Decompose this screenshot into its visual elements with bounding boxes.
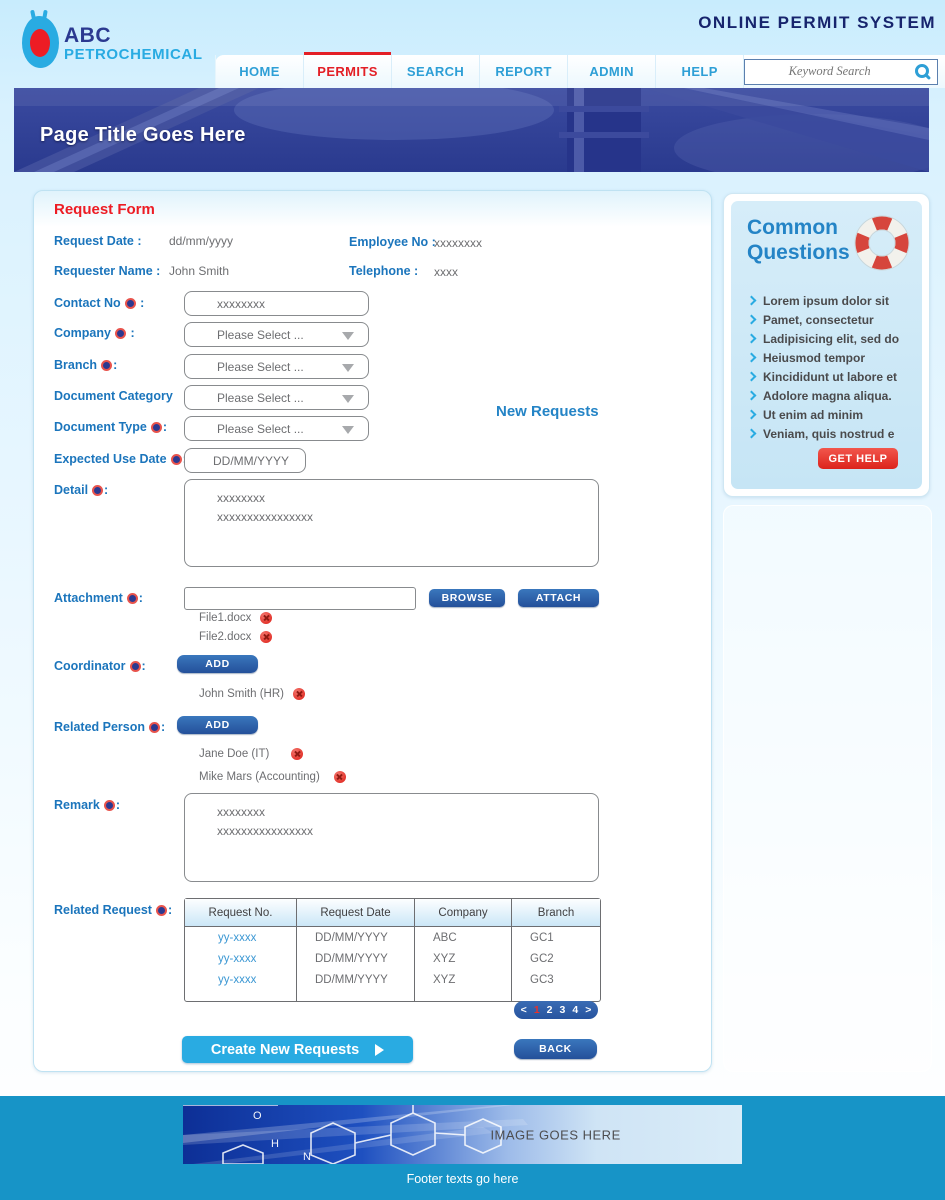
table-row: yy-xxxx DD/MM/YYYY ABC GC1 bbox=[185, 927, 600, 948]
page-banner bbox=[14, 88, 929, 172]
column-header: Company bbox=[415, 899, 512, 927]
get-help-button[interactable]: GET HELP bbox=[818, 448, 898, 469]
back-button[interactable]: BACK bbox=[514, 1039, 597, 1059]
nav-tab-search[interactable]: SEARCH bbox=[392, 55, 480, 88]
column-header: Request Date bbox=[297, 899, 415, 927]
svg-text:H: H bbox=[271, 1138, 279, 1150]
contact-no-label: Contact No : bbox=[54, 296, 145, 310]
required-dot-icon bbox=[127, 593, 138, 604]
request-form-panel bbox=[33, 190, 712, 1072]
attached-file-row: File1.docx bbox=[199, 612, 272, 624]
nav-tab-home[interactable]: HOME bbox=[215, 55, 304, 88]
question-list-item[interactable]: Ut enim ad minim bbox=[747, 405, 916, 424]
sidebar-empty-panel bbox=[723, 505, 932, 1072]
request-no-link[interactable]: yy-xxxx bbox=[185, 927, 297, 948]
svg-text:N: N bbox=[303, 1151, 311, 1163]
create-new-requests-button[interactable]: Create New Requests bbox=[182, 1036, 413, 1063]
nav-tab-admin[interactable]: ADMIN bbox=[568, 55, 656, 88]
remove-person-icon[interactable] bbox=[291, 748, 303, 760]
pagination-prev[interactable]: < bbox=[520, 1004, 527, 1016]
dropdown-arrow-icon bbox=[342, 395, 354, 403]
employee-no-value: xxxxxxxx bbox=[434, 236, 482, 250]
footer-banner-image bbox=[183, 1105, 742, 1164]
page-footer bbox=[0, 1096, 945, 1200]
required-dot-icon bbox=[156, 905, 167, 916]
page-title: Page Title Goes Here bbox=[40, 124, 246, 146]
image-placeholder-label: IMAGE GOES HERE bbox=[490, 1127, 621, 1142]
contact-no-input[interactable] bbox=[184, 291, 369, 316]
dropdown-arrow-icon bbox=[342, 364, 354, 372]
nav-tab-help[interactable]: HELP bbox=[656, 55, 744, 88]
required-dot-icon bbox=[104, 800, 115, 811]
question-list-item[interactable]: Pamet, consectetur bbox=[747, 310, 916, 329]
expected-use-date-input[interactable] bbox=[184, 448, 306, 473]
remove-person-icon[interactable] bbox=[334, 771, 346, 783]
attachment-label: Attachment : bbox=[54, 591, 143, 605]
request-no-link[interactable]: yy-xxxx bbox=[185, 969, 297, 990]
dropdown-arrow-icon bbox=[342, 332, 354, 340]
question-list-item[interactable]: Adolore magna aliqua. bbox=[747, 386, 916, 405]
table-spacer-row bbox=[185, 990, 600, 1001]
document-category-label: Document Category bbox=[54, 389, 173, 403]
document-category-select[interactable]: Please Select ... bbox=[184, 385, 369, 410]
request-date-label: Request Date : bbox=[54, 234, 142, 248]
related-person-add-button[interactable]: ADD bbox=[177, 716, 258, 734]
coordinator-person-row: John Smith (HR) bbox=[199, 688, 305, 700]
search-icon[interactable] bbox=[914, 63, 932, 81]
play-arrow-icon bbox=[375, 1044, 384, 1056]
required-dot-icon bbox=[171, 454, 182, 465]
related-request-label: Related Request : bbox=[54, 903, 173, 917]
pagination-page[interactable]: 3 bbox=[559, 1004, 566, 1016]
logo-red-dot-icon bbox=[30, 29, 50, 57]
required-dot-icon bbox=[149, 722, 160, 733]
table-row: yy-xxxx DD/MM/YYYY XYZ GC2 bbox=[185, 948, 600, 969]
logo-text-petrochemical: PETROCHEMICAL bbox=[64, 46, 203, 63]
required-dot-icon bbox=[125, 298, 136, 309]
attached-file-row: File2.docx bbox=[199, 631, 272, 643]
pagination-page[interactable]: 4 bbox=[572, 1004, 579, 1016]
requester-name-label: Requester Name : bbox=[54, 264, 161, 278]
common-questions-title: Common Questions bbox=[747, 216, 850, 264]
main-navigation bbox=[215, 55, 945, 88]
branch-select[interactable]: Please Select ... bbox=[184, 354, 369, 379]
column-header: Request No. bbox=[185, 899, 297, 927]
company-select[interactable]: Please Select ... bbox=[184, 322, 369, 347]
system-title: ONLINE PERMIT SYSTEM bbox=[698, 13, 936, 32]
chevron-right-icon bbox=[747, 315, 757, 325]
pagination-page[interactable]: 2 bbox=[546, 1004, 553, 1016]
remark-label: Remark : bbox=[54, 798, 121, 812]
company-label: Company : bbox=[54, 326, 135, 340]
detail-label: Detail : bbox=[54, 483, 109, 497]
pagination bbox=[514, 1001, 598, 1019]
nav-tab-report[interactable]: REPORT bbox=[480, 55, 568, 88]
chevron-right-icon bbox=[747, 296, 757, 306]
nav-tab-permits[interactable]: PERMITS bbox=[304, 55, 392, 88]
logo-text-abc: ABC bbox=[64, 24, 111, 47]
question-list-item[interactable]: Ladipisicing elit, sed do bbox=[747, 329, 916, 348]
chevron-right-icon bbox=[747, 334, 757, 344]
related-person-row: Jane Doe (IT) bbox=[199, 748, 303, 760]
attachment-input[interactable] bbox=[184, 587, 416, 610]
coordinator-add-button[interactable]: ADD bbox=[177, 655, 258, 673]
remark-textarea[interactable] bbox=[184, 793, 599, 882]
required-dot-icon bbox=[151, 422, 162, 433]
chevron-right-icon bbox=[747, 372, 757, 382]
question-list-item[interactable]: Lorem ipsum dolor sit bbox=[747, 291, 916, 310]
document-type-label: Document Type : bbox=[54, 420, 168, 434]
attach-button[interactable]: ATTACH bbox=[518, 589, 599, 607]
employee-no-label: Employee No : bbox=[349, 235, 436, 249]
telephone-label: Telephone : bbox=[349, 264, 419, 278]
table-row: yy-xxxx DD/MM/YYYY XYZ GC3 bbox=[185, 969, 600, 990]
form-title: Request Form bbox=[54, 201, 155, 218]
remove-file-icon[interactable] bbox=[260, 631, 272, 643]
question-list-item[interactable]: Kincididunt ut labore et bbox=[747, 367, 916, 386]
chevron-right-icon bbox=[747, 410, 757, 420]
detail-textarea[interactable] bbox=[184, 479, 599, 567]
company-logo-icon bbox=[22, 16, 59, 68]
question-list-item[interactable]: Veniam, quis nostrud e bbox=[747, 424, 916, 443]
dropdown-arrow-icon bbox=[342, 426, 354, 434]
question-list-item[interactable]: Heiusmod tempor bbox=[747, 348, 916, 367]
related-request-table bbox=[184, 898, 601, 1002]
coordinator-label: Coordinator : bbox=[54, 659, 146, 673]
request-date-value: dd/mm/yyyy bbox=[169, 234, 234, 248]
related-person-label: Related Person : bbox=[54, 720, 166, 734]
pagination-next[interactable]: > bbox=[585, 1004, 592, 1016]
document-type-select[interactable]: Please Select ... bbox=[184, 416, 369, 441]
common-questions-panel bbox=[723, 193, 930, 497]
svg-text:O: O bbox=[253, 1110, 262, 1122]
required-dot-icon bbox=[115, 328, 126, 339]
remove-file-icon[interactable] bbox=[260, 612, 272, 624]
lifebuoy-icon bbox=[852, 213, 912, 273]
expected-use-date-label: Expected Use Date bbox=[54, 452, 187, 466]
chevron-right-icon bbox=[747, 391, 757, 401]
molecule-image bbox=[183, 1105, 742, 1164]
related-person-row: Mike Mars (Accounting) bbox=[199, 771, 346, 783]
request-no-link[interactable]: yy-xxxx bbox=[185, 948, 297, 969]
keyword-search-box bbox=[744, 59, 938, 85]
pagination-page-current[interactable]: 1 bbox=[533, 1004, 540, 1016]
search-input[interactable] bbox=[745, 61, 914, 83]
required-dot-icon bbox=[92, 485, 103, 496]
chevron-right-icon bbox=[747, 429, 757, 439]
remove-person-icon[interactable] bbox=[293, 688, 305, 700]
new-requests-heading: New Requests bbox=[496, 403, 599, 420]
requester-name-value: John Smith bbox=[169, 264, 230, 278]
browse-button[interactable]: BROWSE bbox=[429, 589, 505, 607]
chevron-right-icon bbox=[747, 353, 757, 363]
column-header: Branch bbox=[512, 899, 600, 927]
required-dot-icon bbox=[101, 360, 112, 371]
branch-label: Branch : bbox=[54, 358, 118, 372]
telephone-value: xxxx bbox=[434, 265, 458, 279]
question-list bbox=[747, 291, 916, 443]
required-dot-icon bbox=[130, 661, 141, 672]
footer-text: Footer texts go here bbox=[406, 1172, 519, 1186]
